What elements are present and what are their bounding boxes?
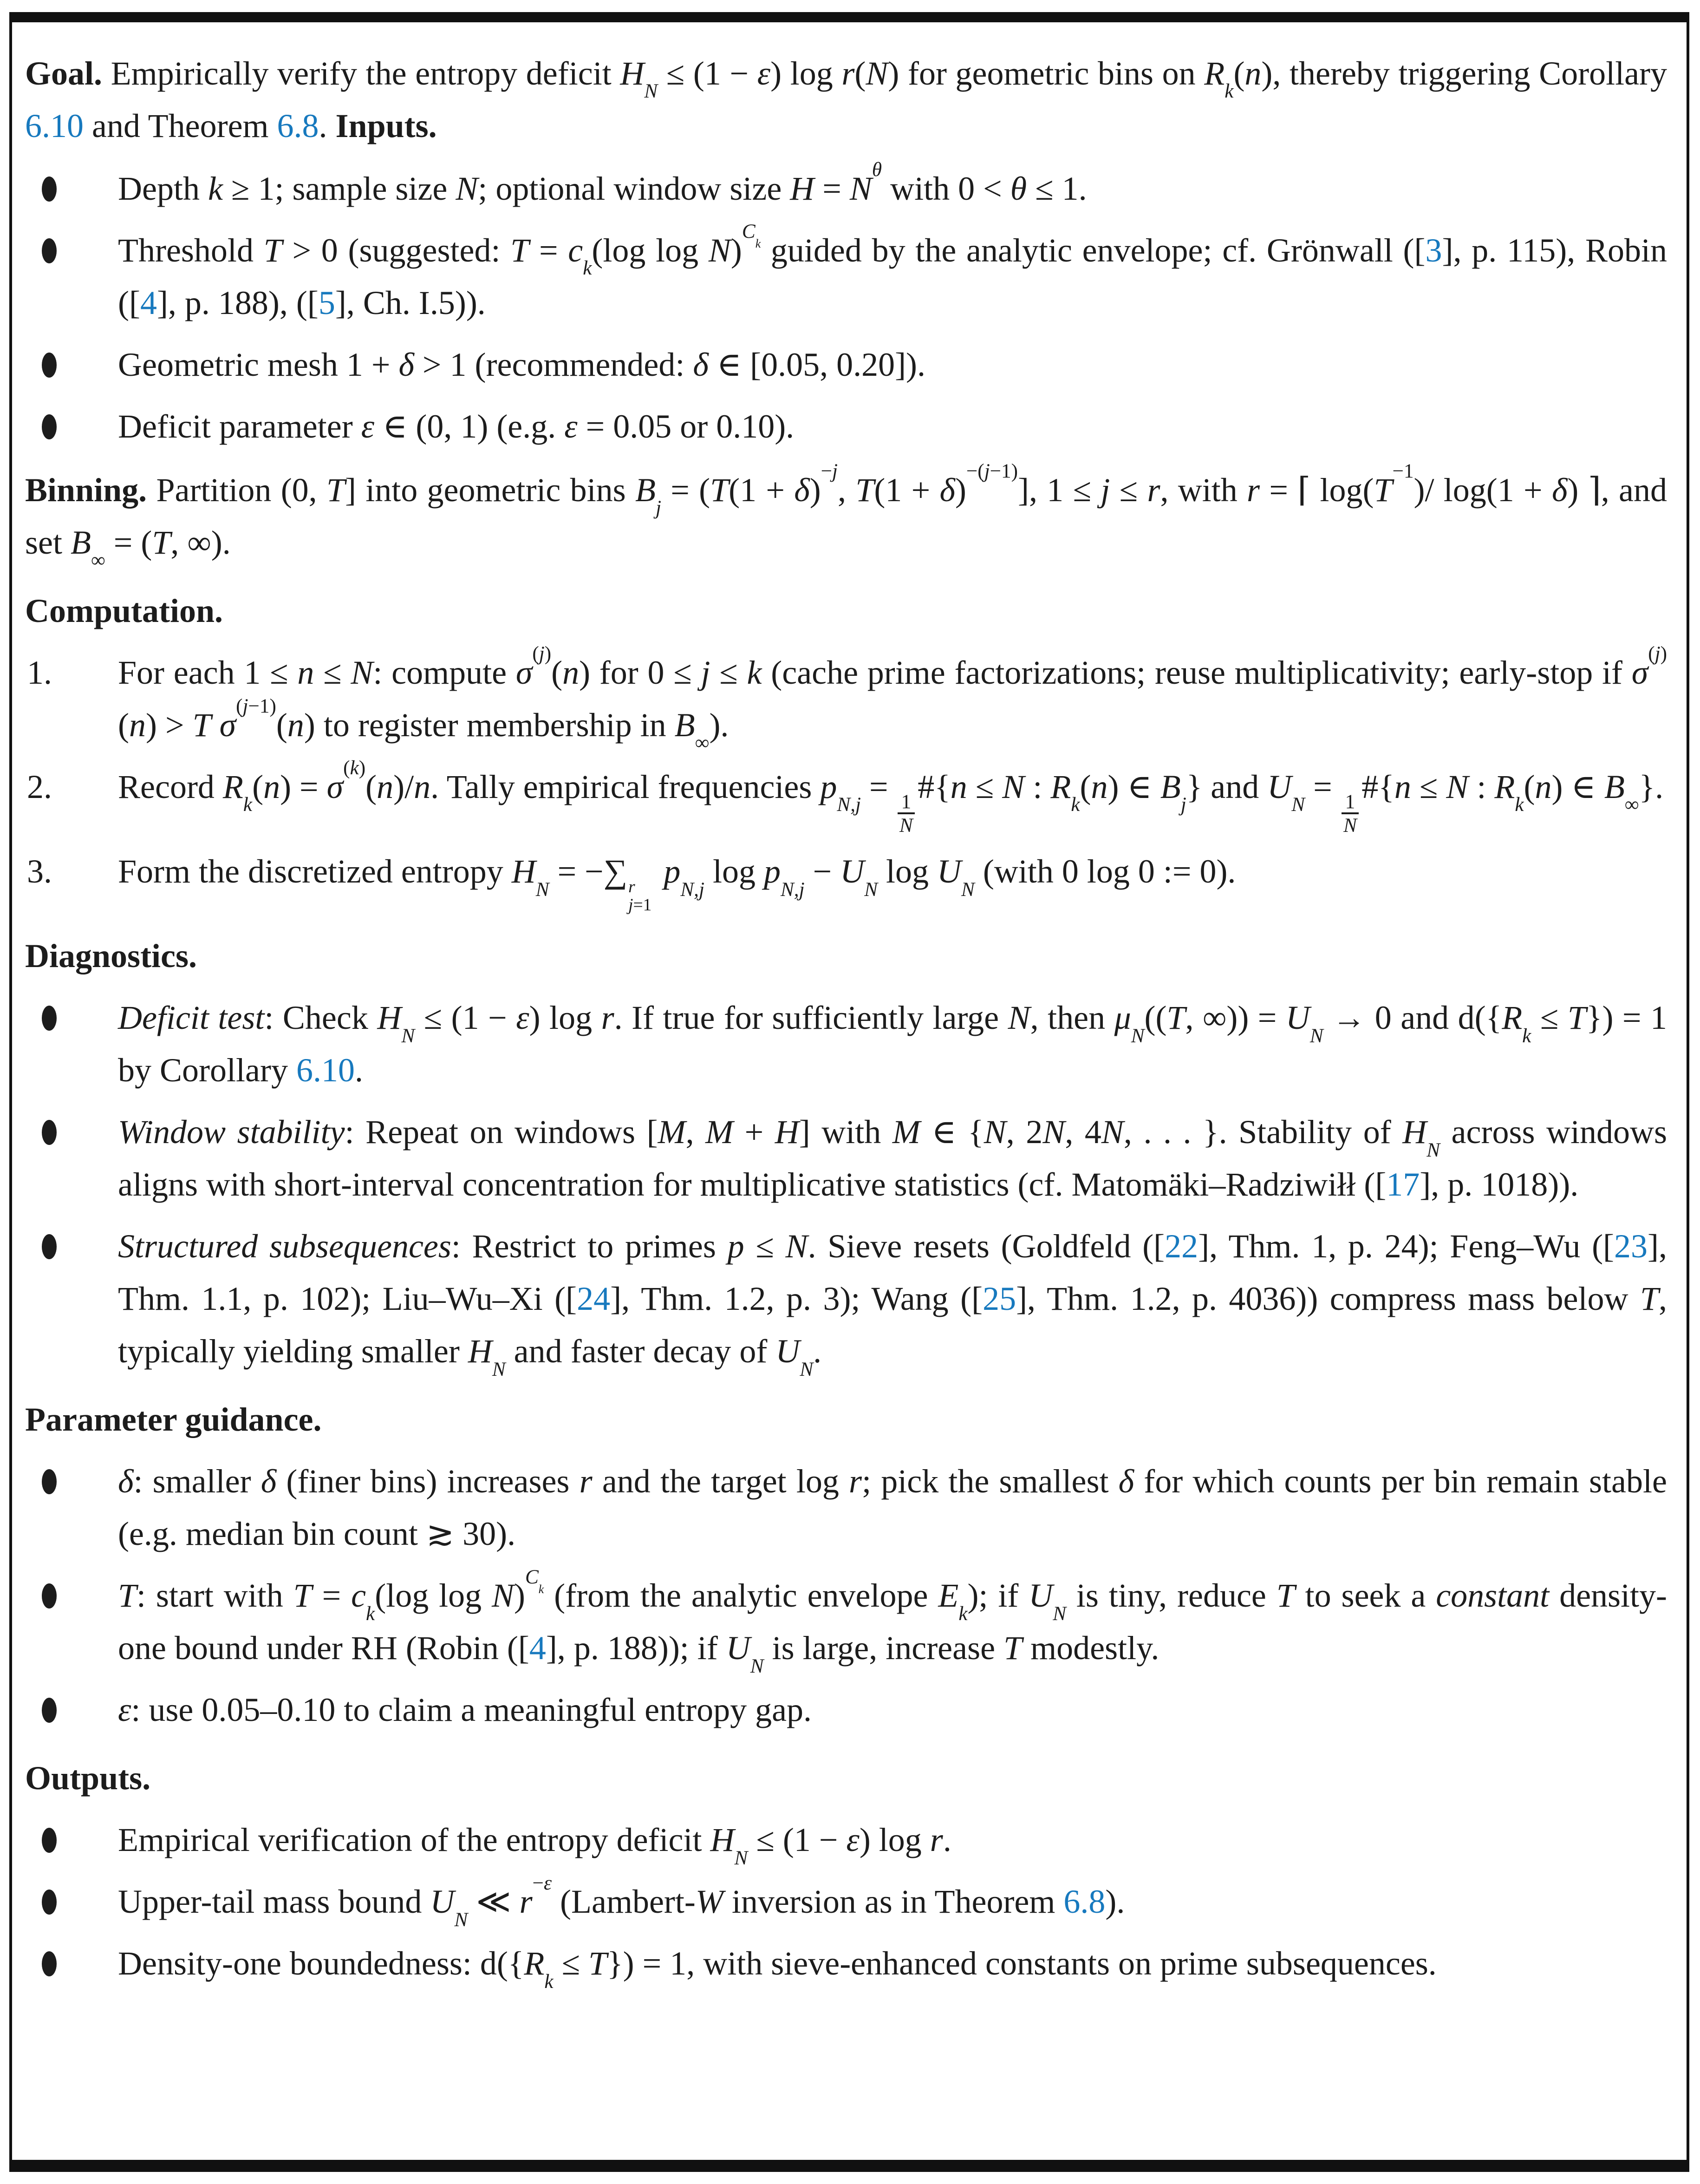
list-item-text: Window stability: Repeat on windows [M, M + H] with M ∈ {N, 2N, 4N, . . . }. Stability of $H_N$ across windows aligns with short-interval concentration for multiplicative statistics (cf. Matomäki–Radziwiłł ([17], p. 1018)). (118, 1113, 1667, 1203)
list-item-text: Deficit parameter ε ∈ (0, 1) (e.g. ε = 0.05 or 0.10). (118, 408, 795, 445)
list-item (25, 992, 1667, 1097)
bullet-list (25, 992, 1667, 1378)
list-item-text: Density-one boundedness: $d(\{R_k \le T\}) = 1$, with sieve-enhanced constants on prime subsequences. (118, 1945, 1437, 1993)
bullet-icon (42, 1583, 57, 1609)
paragraph: Binning. Partition (0, T] into geometric bins $B_j = (T(1 + \delta)^{-j}$, $T(1 + \delta)^{-(j-1)}$], 1 ≤ j ≤ r, with r = ⌈ $\log(T^{-1})/$ log(1 + δ) ⌉, and set $B_\infty = (T$, ∞). (25, 460, 1667, 572)
list-item (25, 1872, 1667, 1931)
list-item (25, 643, 1667, 754)
list-item-text: Geometric mesh 1 + δ > 1 (recommended: δ ∈ [0.05, 0.20]). (118, 346, 926, 383)
item-number: 3. (27, 853, 52, 890)
bullet-icon (42, 353, 57, 378)
ref-link[interactable]: 24 (577, 1280, 611, 1318)
bullet-icon (42, 1006, 57, 1031)
section-heading: Computation. (25, 592, 223, 629)
bullet-icon (42, 238, 57, 263)
ref-link[interactable]: 23 (1614, 1228, 1648, 1265)
bullet-icon (42, 414, 57, 439)
bullet-icon (42, 1469, 57, 1494)
list-item (25, 1566, 1667, 1677)
bullet-list (25, 1814, 1667, 1993)
ref-link[interactable]: 22 (1165, 1228, 1198, 1265)
bullet-list (25, 1455, 1667, 1736)
algorithm-box (9, 12, 1689, 2172)
list-item (25, 1684, 1667, 1736)
sum-limits: r j=1 (628, 877, 652, 915)
list-item-text: ε: use 0.05–0.10 to claim a meaningful entropy gap. (118, 1691, 812, 1729)
list-item-text: Empirical verification of the entropy deficit $H_N \le (1 - \varepsilon)$ log r. (118, 1821, 951, 1869)
bullet-icon (42, 1890, 57, 1915)
bullet-icon (42, 177, 57, 202)
list-item-text: Record $R_k(n) = \sigma^{(k)}(n)/n$. Tally empirical frequencies $p_{N,j}$ = $\frac{1}{N}$ #{n ≤ N : $R_k(n)$ ∈ $B_j$} and $U_N$ = $\frac{1}{N}$ #{n ≤ N : $R_k(n)$ ∈ $B_\infty$}. (118, 757, 1664, 837)
ref-link[interactable]: 6.10 (296, 1052, 355, 1089)
ref-link[interactable]: 25 (983, 1280, 1016, 1318)
bullet-list (25, 159, 1667, 453)
list-item-text: Deficit test: Check $H_N \le (1 - \varepsilon)$ log r. If true for sufficiently large N, then $\mu_N((T$, ∞)) = $U_N \to 0$ and $d(\{R_k \le T\}) = 1$ by Corollary 6.10. (118, 999, 1667, 1089)
ref-link[interactable]: 6.10 (25, 107, 84, 144)
fraction: $\frac{1}{N}$ (898, 791, 915, 837)
list-item (25, 757, 1667, 837)
ref-link[interactable]: 4 (529, 1629, 546, 1667)
bullet-icon (42, 1120, 57, 1145)
ref-link[interactable]: 17 (1386, 1166, 1420, 1203)
list-item (25, 1220, 1667, 1378)
list-item-text: T: start with $T = c_k(\log$ log N)$^{C_k}$ (from the analytic envelope $E_k$); if $U_N$ is tiny, reduce T to seek a constant density-one bound under RH (Robin ([4], p. 188)); if $U_N$ is large, increase T modestly. (118, 1566, 1667, 1677)
ref-link[interactable]: 3 (1425, 232, 1442, 269)
fraction: $\frac{1}{N}$ (1342, 791, 1359, 837)
bullet-icon (42, 1828, 57, 1853)
item-number: 2. (27, 768, 52, 805)
list-item (25, 221, 1667, 329)
ref-link[interactable]: 6.8 (277, 107, 319, 144)
list-item-text: Threshold T > 0 (suggested: $T = c_k(\log$ log N)$^{C_k}$ guided by the analytic envelope; cf. Grönwall ([3], p. 115), Robin ([4], p. 188), ([5], Ch. I.5)). (118, 221, 1667, 321)
ref-link[interactable]: 5 (318, 284, 335, 321)
list-item (25, 1814, 1667, 1869)
section-heading: Diagnostics. (25, 937, 197, 975)
bullet-icon (42, 1698, 57, 1723)
bullet-icon (42, 1951, 57, 1976)
list-item-text: Structured subsequences: Restrict to primes p ≤ N. Sieve resets (Goldfeld ([22], Thm. 1, p. 24); Feng–Wu ([23], Thm. 1.1, p. 102); Liu–Wu–Xi ([24], Thm. 1.2, p. 3); Wang ([25], Thm. 1.2, p. 4036)) compress mass below T, typically yielding smaller $H_N$ and faster decay of $U_N$. (118, 1228, 1667, 1380)
ref-link[interactable]: 4 (140, 284, 157, 321)
list-item (25, 1106, 1667, 1211)
section-heading: Outputs. (25, 1759, 151, 1797)
list-item-text: Depth k ≥ 1; sample size N; optional window size $H = N^\theta$ with 0 < θ ≤ 1. (118, 159, 1087, 207)
list-item-text: Form the discretized entropy $H_N$ = −∑ r j=1 $p_{N,j}$ $\log p_{N,j} - U_N$ $\log U_N$ (with 0 log 0 := 0). (118, 853, 1236, 915)
section-heading: Parameter guidance. (25, 1401, 322, 1439)
list-item (25, 845, 1667, 914)
list-item (25, 400, 1667, 453)
numbered-list (25, 643, 1667, 915)
bullet-icon (42, 1234, 57, 1259)
list-item (25, 159, 1667, 215)
ref-link[interactable]: 6.8 (1063, 1883, 1106, 1921)
item-number: 1. (27, 654, 52, 691)
list-item-text: δ: smaller δ (finer bins) increases r and the target log r; pick the smallest δ for which counts per bin remain stable (e.g. median bin count ≳ 30). (118, 1463, 1667, 1553)
list-item-text: For each 1 ≤ n ≤ N: compute $\sigma^{(j)}(n)$ for 0 ≤ j ≤ k (cache prime factorizations; reuse multiplicativity; early-stop if $\sigma^{(j)}(n) > T$ $\sigma^{(j-1)}(n)$ to register membership in $B_\infty$). (118, 643, 1667, 754)
list-item (25, 1455, 1667, 1560)
list-item (25, 339, 1667, 391)
paragraph: Goal. Empirically verify the entropy deficit $H_N \le (1 - \varepsilon)$ log r(N) for geometric bins on $R_k(n)$, thereby triggering Corollary 6.10 and Theorem 6.8. Inputs. (25, 55, 1667, 144)
list-item (25, 1937, 1667, 1993)
list-item-text: Upper-tail mass bound $U_N$ ≪ $r^{-\varepsilon}$ (Lambert-W inversion as in Theorem 6.8). (118, 1872, 1125, 1931)
